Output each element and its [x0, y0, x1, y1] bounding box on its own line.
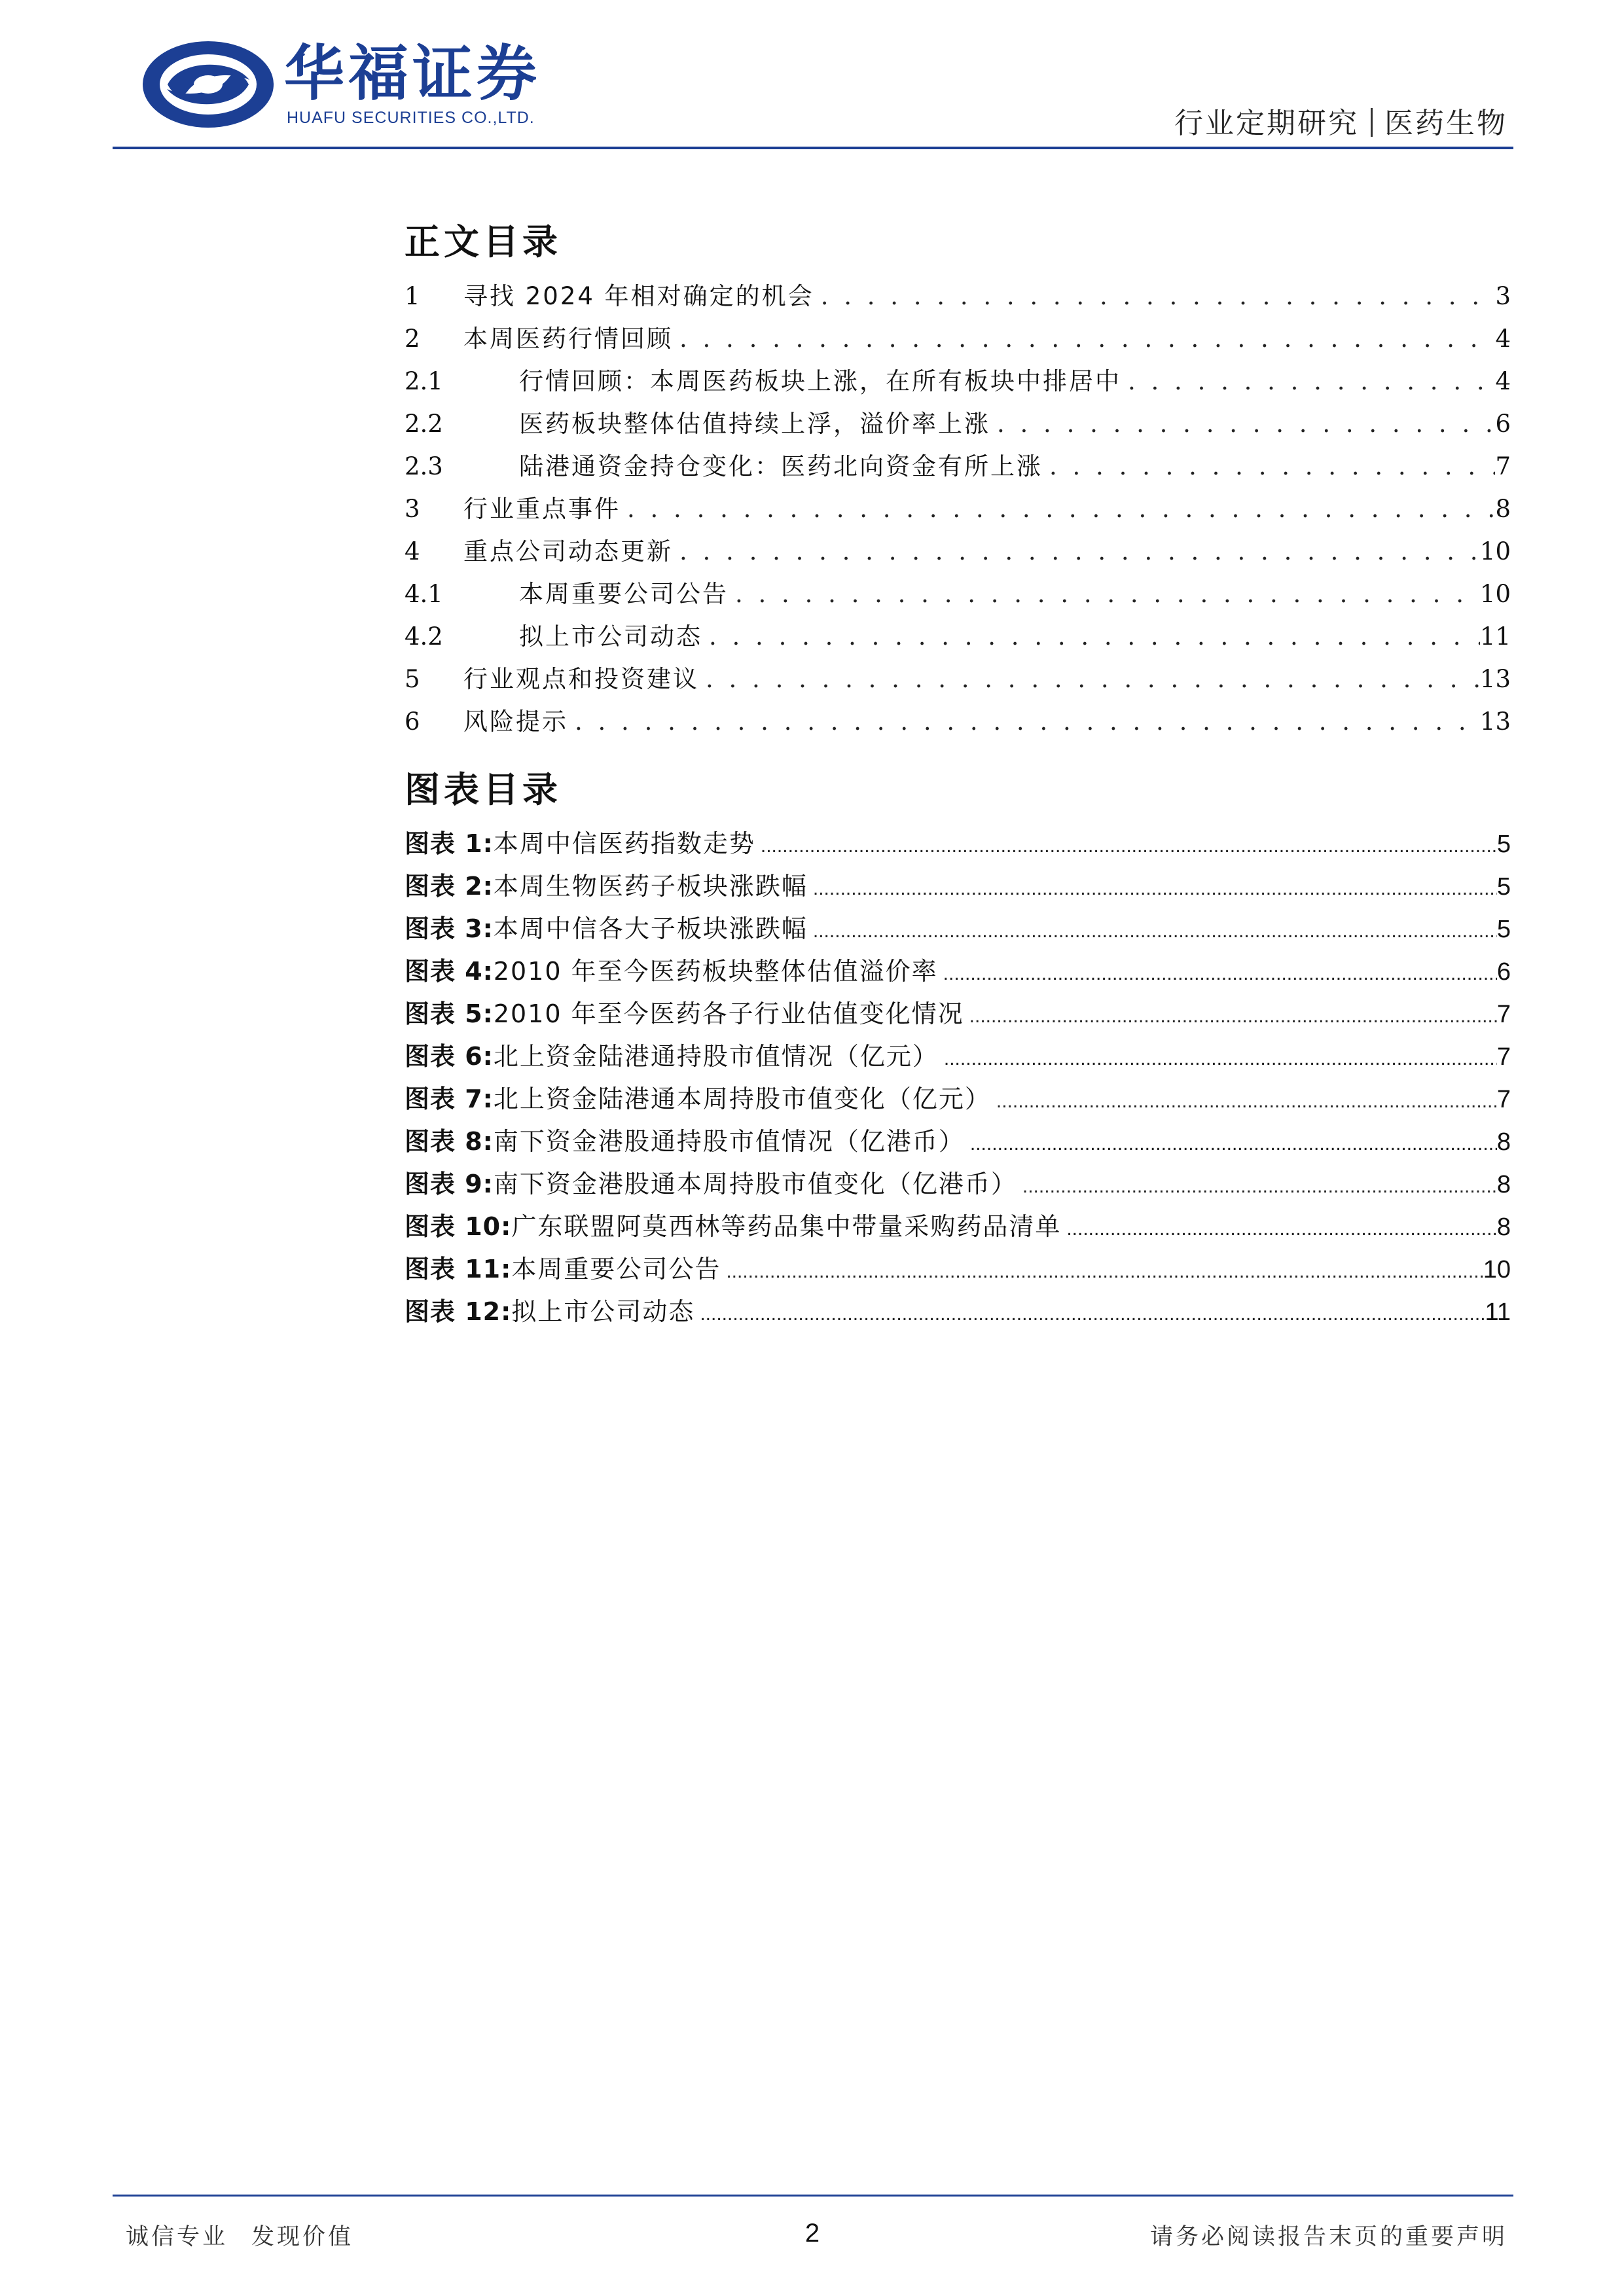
figures-list	[405, 823, 1511, 1333]
figure-entry-number: 图表 3:	[405, 914, 494, 943]
toc-entry-label: 拟上市公司动态	[519, 622, 702, 651]
figure-dot-leader	[755, 825, 1497, 867]
footer-slogan-2: 发现价值	[251, 2224, 354, 2250]
toc-entry[interactable]	[405, 317, 1511, 360]
figure-entry[interactable]	[405, 823, 1511, 865]
figure-entry-label: 南下资金港股通本周持股市值变化（亿港币）	[493, 1170, 1017, 1198]
toc-list	[405, 275, 1511, 743]
figure-entry-title	[405, 1206, 1061, 1248]
figure-entry-number: 图表 11:	[405, 1255, 512, 1283]
toc-dot-leader	[699, 658, 1480, 700]
figure-entry[interactable]	[405, 1035, 1511, 1078]
toc-entry-page: 4	[1495, 367, 1511, 395]
figure-entry-page: 7	[1496, 1043, 1511, 1071]
toc-entry-number: 2.1	[405, 367, 443, 395]
figure-entry[interactable]	[405, 1206, 1511, 1248]
figure-entry-label: 本周生物医药子板块涨跌幅	[493, 872, 808, 901]
toc-entry-label: 陆港通资金持仓变化：医药北向资金有所上涨	[519, 452, 1043, 480]
figure-entry-number: 图表 6:	[405, 1042, 494, 1071]
toc-entry[interactable]	[405, 530, 1511, 573]
figure-entry[interactable]	[405, 1078, 1511, 1121]
toc-dot-leader	[1043, 445, 1495, 488]
toc-entry-page: 10	[1479, 580, 1511, 608]
figure-dot-leader	[991, 1080, 1497, 1122]
figure-entry-title	[405, 908, 808, 950]
figure-entry[interactable]	[405, 1121, 1511, 1163]
figure-dot-leader	[1061, 1208, 1497, 1250]
toc-entry-page: 13	[1479, 708, 1511, 736]
figure-entry-label: 2010 年至今医药各子行业估值变化情况	[493, 999, 964, 1028]
toc-entry-label: 风险提示	[463, 708, 568, 736]
figure-entry-title	[405, 950, 938, 993]
header-separator	[1371, 108, 1373, 137]
toc-entry-label: 医药板块整体估值持续上浮，溢价率上涨	[519, 410, 990, 438]
figure-entry-number: 图表 12:	[405, 1297, 512, 1326]
footer-divider	[113, 2195, 1513, 2197]
toc-entry-page: 11	[1479, 622, 1511, 651]
figure-entry-label: 北上资金陆港通本周持股市值变化（亿元）	[493, 1085, 991, 1113]
figure-entry-number: 图表 4:	[405, 957, 494, 986]
toc-entry-page: 8	[1495, 495, 1511, 523]
figure-dot-leader	[695, 1293, 1485, 1335]
figure-dot-leader	[1017, 1165, 1497, 1208]
figure-entry-label: 本周中信医药指数走势	[493, 829, 755, 858]
figure-entry-title	[405, 1121, 965, 1163]
toc-entry-number: 4	[405, 537, 420, 565]
toc-entry-number: 5	[405, 665, 420, 693]
toc-dot-leader	[673, 317, 1495, 360]
figure-dot-leader	[808, 867, 1497, 910]
toc-entry-label: 行业重点事件	[463, 495, 621, 523]
figure-entry-title	[405, 1035, 939, 1078]
industry-name: 医药生物	[1384, 107, 1507, 140]
toc-entry[interactable]	[405, 275, 1511, 317]
toc-entry-number: 2.3	[405, 452, 443, 480]
figure-entry[interactable]	[405, 993, 1511, 1035]
toc-entry-label: 重点公司动态更新	[463, 537, 673, 565]
figure-entry-number: 图表 8:	[405, 1127, 494, 1156]
toc-entry-label: 本周重要公司公告	[519, 580, 729, 608]
figure-entry-page: 5	[1496, 916, 1511, 943]
footer-slogan-1: 诚信专业	[126, 2224, 228, 2250]
figure-entry-title	[405, 1078, 991, 1121]
toc-entry-page: 7	[1495, 452, 1511, 480]
figure-entry-label: 拟上市公司动态	[511, 1297, 695, 1326]
logo-chinese-name: 华福证券	[284, 39, 541, 109]
figure-entry-label: 2010 年至今医药板块整体估值溢价率	[493, 957, 938, 986]
toc-entry-number: 3	[405, 495, 420, 523]
figure-entry[interactable]	[405, 950, 1511, 993]
toc-entry-label: 寻找 2024 年相对确定的机会	[463, 282, 814, 310]
figure-entry-number: 图表 7:	[405, 1085, 494, 1113]
toc-dot-leader	[568, 700, 1480, 743]
logo-english-name: HUAFU SECURITIES CO.,LTD.	[287, 109, 535, 127]
toc-dot-leader	[990, 403, 1495, 445]
figure-entry-title	[405, 1291, 695, 1333]
figure-entry-label: 南下资金港股通持股市值情况（亿港币）	[493, 1127, 965, 1156]
figure-entry-page: 5	[1496, 831, 1511, 858]
figure-entry[interactable]	[405, 865, 1511, 908]
toc-entry[interactable]	[405, 615, 1511, 658]
figure-entry-label: 本周中信各大子板块涨跌幅	[493, 914, 808, 943]
toc-dot-leader	[729, 573, 1480, 615]
header-divider	[113, 147, 1513, 149]
company-logo	[141, 35, 560, 134]
toc-entry-page: 3	[1495, 282, 1511, 310]
figure-entry-page: 7	[1496, 1001, 1511, 1028]
page-footer	[0, 2219, 1624, 2258]
toc-entry-page: 6	[1495, 410, 1511, 438]
figures-title: 图表目录	[405, 769, 562, 810]
footer-slogan	[126, 2219, 353, 2251]
toc-entry[interactable]	[405, 658, 1511, 700]
toc-entry[interactable]	[405, 488, 1511, 530]
toc-entry[interactable]	[405, 700, 1511, 743]
figure-entry-number: 图表 9:	[405, 1170, 494, 1198]
figure-entry-title	[405, 993, 964, 1035]
toc-entry-page: 13	[1479, 665, 1511, 693]
toc-dot-leader	[673, 530, 1480, 573]
page-header	[0, 0, 1624, 157]
figure-dot-leader	[721, 1250, 1483, 1293]
footer-disclaimer: 请务必阅读报告末页的重要声明	[1149, 2224, 1507, 2250]
toc-entry-label: 行情回顾：本周医药板块上涨，在所有板块中排居中	[519, 367, 1121, 395]
figure-entry-title	[405, 1163, 1017, 1206]
figure-entry-number: 图表 5:	[405, 999, 494, 1028]
figure-entry-title	[405, 1248, 721, 1291]
toc-entry-number: 4.1	[405, 580, 443, 608]
report-type: 行业定期研究	[1174, 107, 1359, 140]
figure-entry[interactable]	[405, 1163, 1511, 1206]
figure-entry-page: 5	[1496, 873, 1511, 901]
figure-entry-page: 8	[1496, 1171, 1511, 1198]
toc-entry[interactable]	[405, 445, 1511, 488]
toc-entry-number: 2.2	[405, 410, 443, 438]
figure-entry-label: 北上资金陆港通持股市值情况（亿元）	[493, 1042, 939, 1071]
toc-entry-page: 4	[1495, 325, 1511, 353]
toc-dot-leader	[814, 275, 1496, 317]
page-number: 2	[804, 2219, 820, 2248]
figure-dot-leader	[808, 910, 1497, 952]
toc-entry-number: 6	[405, 708, 420, 736]
figure-entry-label: 本周重要公司公告	[511, 1255, 721, 1283]
figure-entry-number: 图表 2:	[405, 872, 494, 901]
toc-entry-page: 10	[1479, 537, 1511, 565]
toc-entry[interactable]	[405, 360, 1511, 403]
figure-dot-leader	[965, 1122, 1497, 1165]
toc-dot-leader	[702, 615, 1480, 658]
toc-dot-leader	[621, 488, 1495, 530]
figure-entry-page: 10	[1483, 1256, 1511, 1283]
toc-entry-number: 4.2	[405, 622, 443, 651]
figure-entry[interactable]	[405, 1248, 1511, 1291]
figure-dot-leader	[938, 952, 1497, 995]
table-of-contents-area	[405, 209, 1511, 1333]
figure-entry-page: 8	[1496, 1213, 1511, 1241]
toc-entry-number: 2	[405, 325, 420, 353]
huafu-logo-icon	[141, 39, 276, 130]
figure-entry-title	[405, 823, 755, 865]
toc-entry[interactable]	[405, 403, 1511, 445]
figure-dot-leader	[939, 1037, 1497, 1080]
report-category	[1174, 99, 1507, 141]
toc-title: 正文目录	[405, 221, 562, 262]
figure-entry[interactable]	[405, 1291, 1511, 1333]
toc-entry-label: 行业观点和投资建议	[463, 665, 699, 693]
toc-entry-label: 本周医药行情回顾	[463, 325, 673, 353]
figure-entry-number: 图表 1:	[405, 829, 494, 858]
toc-dot-leader	[1121, 360, 1495, 403]
figure-entry-label: 广东联盟阿莫西林等药品集中带量采购药品清单	[511, 1212, 1062, 1241]
toc-entry[interactable]	[405, 573, 1511, 615]
figure-entry-title	[405, 865, 808, 908]
figure-entry-page: 6	[1496, 958, 1511, 986]
toc-entry-number: 1	[405, 282, 420, 310]
figure-entry-page: 7	[1496, 1086, 1511, 1113]
figure-entry[interactable]	[405, 908, 1511, 950]
figure-dot-leader	[964, 995, 1497, 1037]
figure-entry-number: 图表 10:	[405, 1212, 512, 1241]
figure-entry-page: 8	[1496, 1128, 1511, 1156]
figure-entry-page: 11	[1485, 1299, 1511, 1326]
